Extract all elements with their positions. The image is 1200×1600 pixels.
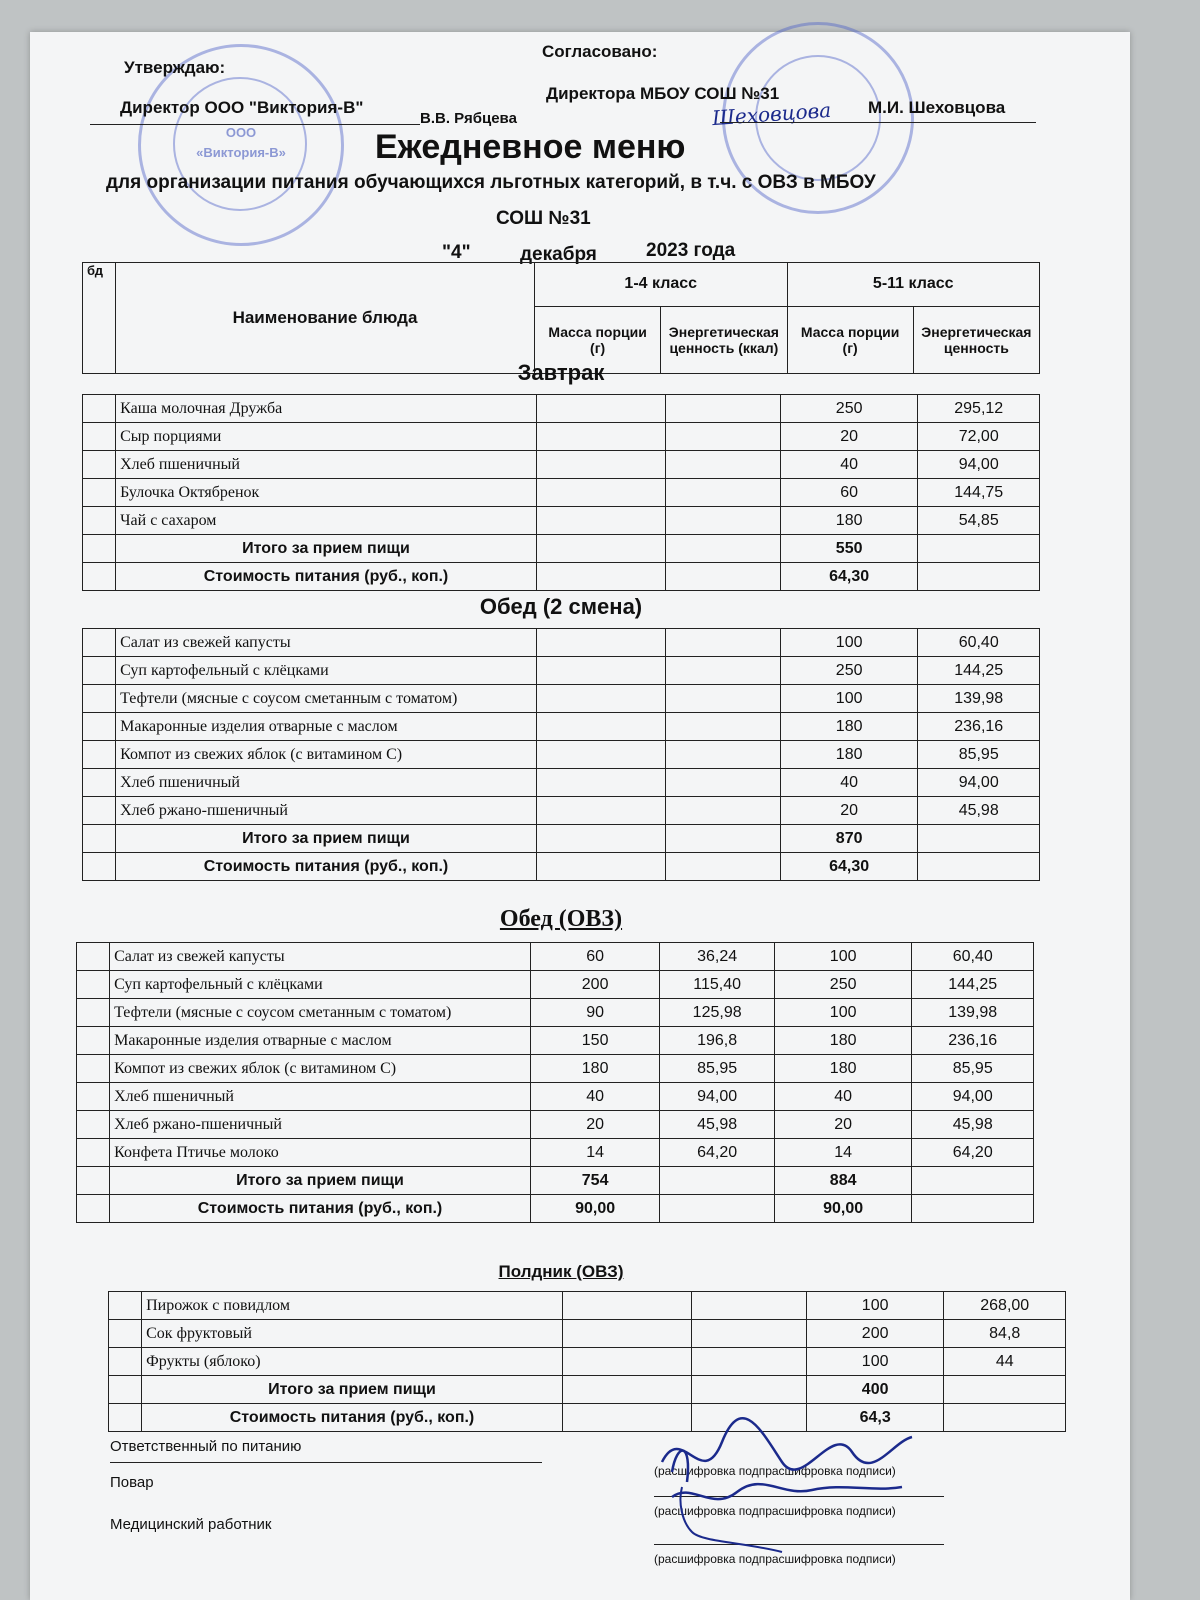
mass-1-4 bbox=[536, 395, 666, 423]
mass-5-11: 40 bbox=[780, 769, 918, 797]
menu-table-lunch bbox=[82, 628, 1040, 881]
energy-5-11: 94,00 bbox=[912, 1083, 1034, 1111]
dish-name: Хлеб ржано-пшеничный bbox=[116, 797, 537, 825]
cost-row-label: Стоимость питания (руб., коп.) bbox=[116, 853, 537, 881]
cost-row bbox=[77, 1195, 1034, 1223]
index-header: бд bbox=[83, 263, 116, 374]
date-year: 2023 года bbox=[646, 240, 736, 261]
dish-name: Компот из свежих яблок (с витамином С) bbox=[116, 741, 537, 769]
energy-5-11: 54,85 bbox=[918, 507, 1040, 535]
table-row bbox=[83, 769, 1040, 797]
cost-row-value-1-4: 90,00 bbox=[530, 1195, 660, 1223]
group1-header: 1-4 класс bbox=[535, 263, 788, 307]
energy-5-11: 236,16 bbox=[918, 713, 1040, 741]
row-index bbox=[83, 685, 116, 713]
energy-5-11: 60,40 bbox=[912, 943, 1034, 971]
energy-1-4 bbox=[666, 797, 780, 825]
agreed-position: Директора МБОУ СОШ №31 bbox=[546, 84, 780, 103]
row-index bbox=[77, 1167, 110, 1195]
cost-row-label: Стоимость питания (руб., коп.) bbox=[110, 1195, 531, 1223]
energy-1-4 bbox=[666, 395, 780, 423]
energy-5-11: 60,40 bbox=[918, 629, 1040, 657]
energy-5-11: 85,95 bbox=[912, 1055, 1034, 1083]
energy-5-11: 295,12 bbox=[918, 395, 1040, 423]
empty-cell bbox=[912, 1195, 1034, 1223]
row-index bbox=[83, 535, 116, 563]
mass-1-4 bbox=[562, 1292, 692, 1320]
cost-row-value-5-11: 90,00 bbox=[774, 1195, 912, 1223]
mass-5-11: 100 bbox=[780, 685, 918, 713]
total-row bbox=[77, 1167, 1034, 1195]
mass-1-4: 200 bbox=[530, 971, 660, 999]
dish-name: Салат из свежей капусты bbox=[116, 629, 537, 657]
empty-cell bbox=[944, 1404, 1066, 1432]
dish-name: Сок фруктовый bbox=[142, 1320, 563, 1348]
empty-cell bbox=[918, 853, 1040, 881]
mass-5-11: 200 bbox=[806, 1320, 944, 1348]
subtitle-line-1: для организации питания обучающихся льготных категорий, в т.ч. с ОВЗ в МБОУ bbox=[106, 172, 876, 193]
dish-name: Каша молочная Дружба bbox=[116, 395, 537, 423]
empty-cell bbox=[912, 1167, 1034, 1195]
dish-name: Чай с сахаром bbox=[116, 507, 537, 535]
dish-name: Сыр порциями bbox=[116, 423, 537, 451]
group2-header: 5-11 класс bbox=[787, 263, 1040, 307]
energy-1-4: 85,95 bbox=[660, 1055, 774, 1083]
cost-row bbox=[83, 853, 1040, 881]
table-row bbox=[109, 1292, 1066, 1320]
dish-name: Хлеб пшеничный bbox=[116, 769, 537, 797]
dish-name: Пирожок с повидлом bbox=[142, 1292, 563, 1320]
medic-label: Медицинский работник bbox=[110, 1516, 272, 1533]
empty-cell bbox=[918, 825, 1040, 853]
energy-5-11: 268,00 bbox=[944, 1292, 1066, 1320]
energy-5-11: 44 bbox=[944, 1348, 1066, 1376]
cook-label: Повар bbox=[110, 1474, 154, 1491]
table-row bbox=[83, 657, 1040, 685]
table-row bbox=[83, 395, 1040, 423]
total-row-label: Итого за прием пищи bbox=[116, 535, 537, 563]
empty-cell bbox=[918, 563, 1040, 591]
energy-1-4: 196,8 bbox=[660, 1027, 774, 1055]
mass-5-11: 250 bbox=[774, 971, 912, 999]
row-index bbox=[77, 971, 110, 999]
empty-cell bbox=[918, 535, 1040, 563]
table-row bbox=[77, 1139, 1034, 1167]
row-index bbox=[109, 1320, 142, 1348]
row-index bbox=[83, 769, 116, 797]
empty-cell bbox=[692, 1376, 806, 1404]
dish-name: Хлеб ржано-пшеничный bbox=[110, 1111, 531, 1139]
total-row-value-5-11: 550 bbox=[780, 535, 918, 563]
responsible-label: Ответственный по питанию bbox=[110, 1438, 302, 1455]
energy-5-11: 72,00 bbox=[918, 423, 1040, 451]
dish-name: Компот из свежих яблок (с витамином С) bbox=[110, 1055, 531, 1083]
total-row-label: Итого за прием пищи bbox=[142, 1376, 563, 1404]
responsible-decoding: (расшифровка подпрасшифровка подписи) bbox=[654, 1464, 896, 1478]
handwritten-signatures bbox=[642, 1402, 942, 1562]
mass-1-4 bbox=[536, 629, 666, 657]
total-row-value-1-4 bbox=[536, 825, 666, 853]
energy-5-11: 45,98 bbox=[912, 1111, 1034, 1139]
dish-name: Булочка Октябренок bbox=[116, 479, 537, 507]
mass-5-11: 180 bbox=[780, 713, 918, 741]
energy-5-11: 144,75 bbox=[918, 479, 1040, 507]
approve-label: Утверждаю: bbox=[124, 58, 226, 77]
cost-row-value-5-11: 64,3 bbox=[806, 1404, 944, 1432]
dish-name: Макаронные изделия отварные с маслом bbox=[110, 1027, 531, 1055]
row-index bbox=[83, 395, 116, 423]
row-index bbox=[83, 629, 116, 657]
energy-1-4 bbox=[666, 741, 780, 769]
total-row-value-5-11: 870 bbox=[780, 825, 918, 853]
table-row bbox=[83, 507, 1040, 535]
mass-header-1: Масса порции (г) bbox=[535, 306, 661, 373]
empty-cell bbox=[660, 1167, 774, 1195]
mass-5-11: 180 bbox=[774, 1055, 912, 1083]
mass-5-11: 250 bbox=[780, 395, 918, 423]
table-row bbox=[83, 629, 1040, 657]
empty-cell bbox=[666, 535, 780, 563]
menu-table-lunch-ovz bbox=[76, 942, 1034, 1223]
row-index bbox=[77, 1083, 110, 1111]
date-month: декабря bbox=[520, 244, 597, 265]
row-index bbox=[83, 451, 116, 479]
table-row bbox=[83, 713, 1040, 741]
agreed-label: Согласовано: bbox=[542, 42, 658, 61]
dish-name: Фрукты (яблоко) bbox=[142, 1348, 563, 1376]
agreed-name: М.И. Шеховцова bbox=[868, 98, 1006, 117]
mass-1-4 bbox=[536, 507, 666, 535]
dish-name: Хлеб пшеничный bbox=[110, 1083, 531, 1111]
dish-name-header: Наименование блюда bbox=[116, 263, 535, 374]
row-index bbox=[83, 563, 116, 591]
mass-1-4: 180 bbox=[530, 1055, 660, 1083]
total-row bbox=[83, 535, 1040, 563]
approve-line bbox=[90, 124, 420, 125]
table-row bbox=[109, 1320, 1066, 1348]
medic-decoding: (расшифровка подпрасшифровка подписи) bbox=[654, 1552, 896, 1566]
row-index bbox=[83, 507, 116, 535]
empty-cell bbox=[666, 563, 780, 591]
energy-5-11: 85,95 bbox=[918, 741, 1040, 769]
date-day: "4" bbox=[442, 242, 471, 263]
table-row bbox=[83, 451, 1040, 479]
mass-5-11: 100 bbox=[774, 943, 912, 971]
energy-1-4: 36,24 bbox=[660, 943, 774, 971]
mass-1-4 bbox=[536, 741, 666, 769]
mass-1-4: 14 bbox=[530, 1139, 660, 1167]
mass-1-4 bbox=[562, 1320, 692, 1348]
mass-1-4 bbox=[536, 423, 666, 451]
menu-table-header bbox=[82, 262, 1040, 374]
dish-name: Тефтели (мясные с соусом сметанным с томатом) bbox=[116, 685, 537, 713]
mass-5-11: 20 bbox=[780, 423, 918, 451]
table-row bbox=[83, 479, 1040, 507]
energy-5-11: 144,25 bbox=[918, 657, 1040, 685]
energy-5-11: 94,00 bbox=[918, 769, 1040, 797]
energy-5-11: 64,20 bbox=[912, 1139, 1034, 1167]
row-index bbox=[77, 1139, 110, 1167]
row-index bbox=[83, 713, 116, 741]
mass-1-4 bbox=[562, 1348, 692, 1376]
approve-position: Директор ООО "Виктория-В" bbox=[120, 98, 364, 117]
energy-5-11: 94,00 bbox=[918, 451, 1040, 479]
mass-5-11: 60 bbox=[780, 479, 918, 507]
subtitle-line-2: СОШ №31 bbox=[496, 208, 591, 229]
mass-5-11: 20 bbox=[780, 797, 918, 825]
table-row bbox=[83, 797, 1040, 825]
row-index bbox=[109, 1292, 142, 1320]
total-row-value-5-11: 884 bbox=[774, 1167, 912, 1195]
mass-5-11: 40 bbox=[780, 451, 918, 479]
cost-row-value-1-4 bbox=[536, 853, 666, 881]
mass-5-11: 100 bbox=[806, 1348, 944, 1376]
cost-row-value-5-11: 64,30 bbox=[780, 563, 918, 591]
cost-row-value-1-4 bbox=[536, 563, 666, 591]
dish-name: Суп картофельный с клёцками bbox=[110, 971, 531, 999]
empty-cell bbox=[666, 853, 780, 881]
row-index bbox=[109, 1376, 142, 1404]
empty-cell bbox=[666, 825, 780, 853]
section-title-lunch-ovz: Обед (ОВЗ) bbox=[499, 906, 623, 932]
row-index bbox=[77, 1027, 110, 1055]
energy-5-11: 139,98 bbox=[918, 685, 1040, 713]
table-row bbox=[83, 685, 1040, 713]
responsible-line bbox=[110, 1462, 542, 1463]
page-title: Ежедневное меню bbox=[375, 128, 686, 166]
energy-1-4 bbox=[666, 479, 780, 507]
energy-1-4: 94,00 bbox=[660, 1083, 774, 1111]
energy-1-4: 45,98 bbox=[660, 1111, 774, 1139]
energy-1-4 bbox=[666, 657, 780, 685]
energy-header-1: Энергетическая ценность (ккал) bbox=[661, 306, 787, 373]
energy-1-4 bbox=[692, 1292, 806, 1320]
energy-1-4: 64,20 bbox=[660, 1139, 774, 1167]
cost-row-label: Стоимость питания (руб., коп.) bbox=[116, 563, 537, 591]
total-row-value-1-4: 754 bbox=[530, 1167, 660, 1195]
table-row bbox=[77, 1083, 1034, 1111]
energy-1-4 bbox=[666, 507, 780, 535]
row-index bbox=[77, 1055, 110, 1083]
row-index bbox=[83, 741, 116, 769]
mass-1-4 bbox=[536, 479, 666, 507]
mass-5-11: 100 bbox=[780, 629, 918, 657]
table-row bbox=[77, 943, 1034, 971]
mass-5-11: 180 bbox=[780, 741, 918, 769]
mass-1-4: 40 bbox=[530, 1083, 660, 1111]
energy-1-4 bbox=[666, 769, 780, 797]
stamp-text-2: «Виктория-В» bbox=[196, 145, 286, 160]
row-index bbox=[83, 423, 116, 451]
approve-name: В.В. Рябцева bbox=[420, 110, 517, 127]
dish-name: Тефтели (мясные с соусом сметанным с томатом) bbox=[110, 999, 531, 1027]
table-row bbox=[83, 423, 1040, 451]
energy-5-11: 236,16 bbox=[912, 1027, 1034, 1055]
mass-5-11: 180 bbox=[774, 1027, 912, 1055]
stamp-text-1: ООО bbox=[225, 125, 257, 140]
energy-1-4 bbox=[666, 685, 780, 713]
mass-1-4: 20 bbox=[530, 1111, 660, 1139]
mass-1-4: 60 bbox=[530, 943, 660, 971]
energy-header-2: Энергетическая ценность bbox=[913, 306, 1039, 373]
total-row bbox=[83, 825, 1040, 853]
mass-5-11: 40 bbox=[774, 1083, 912, 1111]
section-title-lunch: Обед (2 смена) bbox=[479, 594, 643, 619]
total-row-value-5-11: 400 bbox=[806, 1376, 944, 1404]
energy-5-11: 45,98 bbox=[918, 797, 1040, 825]
mass-1-4 bbox=[536, 797, 666, 825]
energy-1-4 bbox=[692, 1320, 806, 1348]
total-row-value-1-4 bbox=[536, 535, 666, 563]
mass-1-4 bbox=[536, 713, 666, 741]
total-row-value-1-4 bbox=[562, 1376, 692, 1404]
mass-5-11: 100 bbox=[806, 1292, 944, 1320]
agreed-line bbox=[720, 122, 1036, 123]
energy-5-11: 139,98 bbox=[912, 999, 1034, 1027]
energy-1-4 bbox=[666, 451, 780, 479]
row-index bbox=[83, 825, 116, 853]
cost-row bbox=[83, 563, 1040, 591]
row-index bbox=[77, 943, 110, 971]
row-index bbox=[77, 1111, 110, 1139]
table-row bbox=[83, 741, 1040, 769]
mass-1-4 bbox=[536, 451, 666, 479]
mass-1-4: 150 bbox=[530, 1027, 660, 1055]
energy-1-4 bbox=[666, 713, 780, 741]
mass-1-4 bbox=[536, 657, 666, 685]
table-row bbox=[77, 1111, 1034, 1139]
row-index bbox=[83, 657, 116, 685]
energy-1-4: 125,98 bbox=[660, 999, 774, 1027]
dish-name: Хлеб пшеничный bbox=[116, 451, 537, 479]
director-signature: Шеховцова bbox=[711, 97, 832, 131]
energy-1-4 bbox=[666, 629, 780, 657]
table-row bbox=[77, 1027, 1034, 1055]
table-row bbox=[77, 1055, 1034, 1083]
cost-row-value-5-11: 64,30 bbox=[780, 853, 918, 881]
dish-name: Макаронные изделия отварные с маслом bbox=[116, 713, 537, 741]
energy-5-11: 84,8 bbox=[944, 1320, 1066, 1348]
section-title-breakfast: Завтрак bbox=[517, 360, 605, 385]
table-row bbox=[77, 999, 1034, 1027]
row-index bbox=[83, 797, 116, 825]
dish-name: Салат из свежей капусты bbox=[110, 943, 531, 971]
section-title-snack-ovz: Полдник (ОВЗ) bbox=[498, 1262, 624, 1281]
cook-decoding: (расшифровка подпрасшифровка подписи) bbox=[654, 1504, 896, 1518]
row-index bbox=[109, 1404, 142, 1432]
table-row bbox=[109, 1348, 1066, 1376]
energy-1-4 bbox=[666, 423, 780, 451]
mass-5-11: 20 bbox=[774, 1111, 912, 1139]
total-row bbox=[109, 1376, 1066, 1404]
row-index bbox=[83, 853, 116, 881]
mass-1-4 bbox=[536, 685, 666, 713]
dish-name: Конфета Птичье молоко bbox=[110, 1139, 531, 1167]
mass-1-4 bbox=[536, 769, 666, 797]
mass-1-4: 90 bbox=[530, 999, 660, 1027]
empty-cell bbox=[660, 1195, 774, 1223]
mass-5-11: 14 bbox=[774, 1139, 912, 1167]
empty-cell bbox=[944, 1376, 1066, 1404]
row-index bbox=[77, 999, 110, 1027]
row-index bbox=[109, 1348, 142, 1376]
mass-5-11: 100 bbox=[774, 999, 912, 1027]
energy-5-11: 144,25 bbox=[912, 971, 1034, 999]
total-row-label: Итого за прием пищи bbox=[116, 825, 537, 853]
energy-1-4 bbox=[692, 1348, 806, 1376]
row-index bbox=[83, 479, 116, 507]
total-row-label: Итого за прием пищи bbox=[110, 1167, 531, 1195]
menu-table-breakfast bbox=[82, 394, 1040, 591]
energy-1-4: 115,40 bbox=[660, 971, 774, 999]
cost-row-label: Стоимость питания (руб., коп.) bbox=[142, 1404, 563, 1432]
document-page bbox=[30, 32, 1130, 1600]
mass-header-2: Масса порции (г) bbox=[787, 306, 913, 373]
row-index bbox=[77, 1195, 110, 1223]
mass-5-11: 250 bbox=[780, 657, 918, 685]
dish-name: Суп картофельный с клёцками bbox=[116, 657, 537, 685]
mass-5-11: 180 bbox=[780, 507, 918, 535]
table-row bbox=[77, 971, 1034, 999]
